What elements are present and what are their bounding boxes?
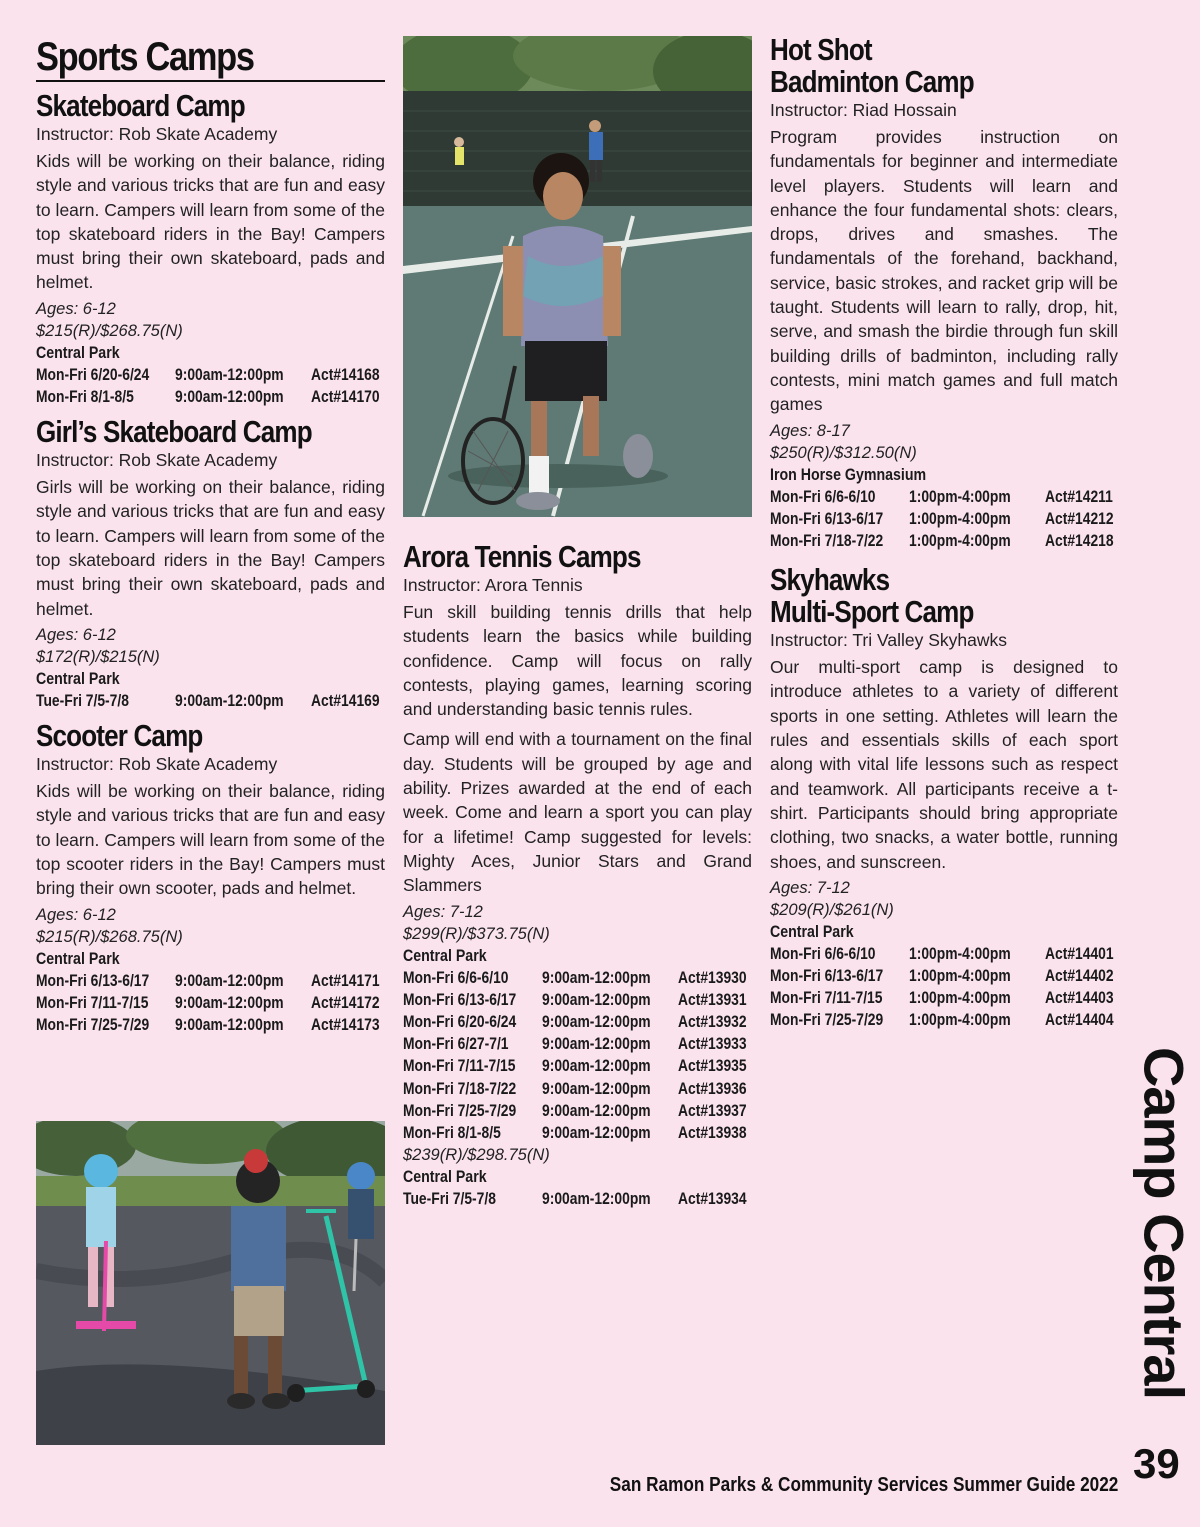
session-time: 9:00am-12:00pm xyxy=(542,1101,651,1120)
ages: Ages: 6-12 xyxy=(36,299,116,318)
schedule xyxy=(770,943,1118,1032)
session-time: 9:00am-12:00pm xyxy=(542,1079,651,1098)
session-dates: Mon-Fri 7/11-7/15 xyxy=(36,993,149,1012)
schedule xyxy=(770,486,1118,553)
schedule xyxy=(36,970,385,1037)
activity-number: Act#14404 xyxy=(1045,1011,1114,1030)
session-row xyxy=(770,943,1118,965)
camp-title: Arora Tennis Camps xyxy=(403,539,641,574)
activity-number: Act#14171 xyxy=(311,971,380,990)
session-dates: Mon-Fri 7/25-7/29 xyxy=(36,1015,150,1034)
activity-number: Act#13935 xyxy=(678,1057,747,1076)
session-row xyxy=(36,992,385,1014)
session-row xyxy=(36,386,385,408)
session-dates: Tue-Fri 7/5-7/8 xyxy=(36,691,129,710)
price: $209(R)/$261(N) xyxy=(770,900,894,919)
girls-skateboard-camp xyxy=(36,416,385,712)
instructor: Instructor: Rob Skate Academy xyxy=(36,754,278,775)
session-row xyxy=(36,970,385,992)
instructor: Instructor: Rob Skate Academy xyxy=(36,124,278,144)
badminton-camp xyxy=(770,34,1118,552)
activity-number: Act#13932 xyxy=(678,1012,747,1031)
activity-number: Act#14218 xyxy=(1045,531,1114,550)
schedule xyxy=(403,1188,752,1210)
location: Central Park xyxy=(403,1168,487,1187)
session-dates: Mon-Fri 6/13-6/17 xyxy=(36,971,150,990)
session-dates: Mon-Fri 7/11-7/15 xyxy=(770,989,883,1008)
description: Camp will end with a tournament on the final day. Students will be grouped by age and ability. Prizes awarded at the end of each week. Come and learn a sport you can play for a lifetime! Camp suggested for levels: Mighty Aces, Junior Stars and Grand Slammers xyxy=(403,729,752,896)
activity-number: Act#13930 xyxy=(678,968,747,987)
instructor: Instructor: Tri Valley Skyhawks xyxy=(770,630,1007,651)
camp-title xyxy=(770,34,1062,98)
side-label-text: Camp Central xyxy=(1132,1046,1196,1400)
session-row xyxy=(403,1188,752,1210)
schedule xyxy=(36,690,385,712)
footer-text: San Ramon Parks & Community Services Summer Guide 2022 xyxy=(609,1474,1118,1496)
session-time: 1:00pm-4:00pm xyxy=(909,989,1011,1008)
side-label xyxy=(1132,1046,1196,1400)
session-dates: Mon-Fri 6/20-6/24 xyxy=(403,1012,517,1031)
session-time: 9:00am-12:00pm xyxy=(542,990,651,1009)
location: Central Park xyxy=(36,949,120,968)
column-left xyxy=(36,34,385,1044)
session-time: 9:00am-12:00pm xyxy=(175,387,284,406)
price: $215(R)/$268.75(N) xyxy=(36,927,183,946)
activity-number: Act#14172 xyxy=(311,993,380,1012)
session-dates: Mon-Fri 6/13-6/17 xyxy=(403,990,517,1009)
location: Central Park xyxy=(403,946,487,965)
session-row xyxy=(770,987,1118,1009)
title-line: Multi-Sport Camp xyxy=(770,594,974,630)
session-dates: Mon-Fri 6/27-7/1 xyxy=(403,1035,509,1054)
schedule xyxy=(36,364,385,408)
location: Central Park xyxy=(770,922,854,941)
session-time: 9:00am-12:00pm xyxy=(542,1190,651,1209)
session-time: 9:00am-12:00pm xyxy=(542,968,651,987)
session-time: 9:00am-12:00pm xyxy=(175,691,284,710)
session-time: 1:00pm-4:00pm xyxy=(909,1011,1011,1030)
activity-number: Act#14173 xyxy=(311,1015,380,1034)
activity-number: Act#14401 xyxy=(1045,944,1114,963)
session-row xyxy=(770,965,1118,987)
session-dates: Mon-Fri 6/13-6/17 xyxy=(770,966,884,985)
session-dates: Mon-Fri 8/1-8/5 xyxy=(36,387,134,406)
session-dates: Mon-Fri 7/18-7/22 xyxy=(403,1079,517,1098)
description: Program provides instruction on fundamentals for beginner and intermediate level players. Students will learn and enhance the four fundamental shots: clears, drops, drives and smashes. The fundamentals of the forehand, backhand, service, basic strokes, and racket grip will be taught. Students will learn to rally, drop, hit, serve, and smash the birdie through fun skill building drills of badminton, including rally contests, mini match games and full match games xyxy=(770,127,1118,415)
session-row xyxy=(403,989,752,1011)
tennis-photo-illustration xyxy=(403,36,752,517)
description: Kids will be working on their balance, riding style and various tricks that are fun and easy to learn. Campers will learn from some of the top scooter riders in the Bay! Campers must bring their own scooter, pads and helmet. xyxy=(36,781,385,899)
session-row xyxy=(36,364,385,386)
title-line: Hot Shot xyxy=(770,32,872,67)
session-time: 9:00am-12:00pm xyxy=(175,971,284,990)
session-time: 9:00am-12:00pm xyxy=(542,1012,651,1031)
price: $215(R)/$268.75(N) xyxy=(36,321,183,340)
session-dates: Mon-Fri 6/13-6/17 xyxy=(770,509,884,528)
activity-number: Act#14169 xyxy=(311,691,380,710)
session-time: 1:00pm-4:00pm xyxy=(909,966,1011,985)
skyhawks-camp xyxy=(770,564,1118,1031)
page-number: 39 xyxy=(1133,1440,1180,1487)
session-dates: Mon-Fri 6/6-6/10 xyxy=(770,944,876,963)
session-time: 1:00pm-4:00pm xyxy=(909,487,1011,506)
price: $250(R)/$312.50(N) xyxy=(770,443,917,462)
camp-title xyxy=(770,564,1062,628)
session-time: 9:00am-12:00pm xyxy=(542,1035,651,1054)
session-time: 9:00am-12:00pm xyxy=(175,365,284,384)
activity-number: Act#13933 xyxy=(678,1035,747,1054)
activity-number: Act#14212 xyxy=(1045,509,1114,528)
session-time: 1:00pm-4:00pm xyxy=(909,509,1011,528)
column-right xyxy=(770,34,1118,1040)
session-time: 9:00am-12:00pm xyxy=(175,993,284,1012)
session-dates: Mon-Fri 7/25-7/29 xyxy=(403,1101,517,1120)
skateboard-camp xyxy=(36,90,385,408)
price: $239(R)/$298.75(N) xyxy=(403,1146,550,1165)
session-row xyxy=(770,486,1118,508)
instructor: Instructor: Arora Tennis xyxy=(403,575,583,595)
activity-number: Act#13934 xyxy=(678,1190,747,1209)
session-row xyxy=(403,1078,752,1100)
session-dates: Mon-Fri 7/18-7/22 xyxy=(770,531,884,550)
activity-number: Act#13938 xyxy=(678,1123,747,1142)
scooter-camp xyxy=(36,720,385,1036)
camp-title: Scooter Camp xyxy=(36,718,203,754)
camp-title: Girl’s Skateboard Camp xyxy=(36,414,312,450)
ages: Ages: 7-12 xyxy=(770,878,850,897)
session-time: 1:00pm-4:00pm xyxy=(909,531,1011,550)
ages: Ages: 7-12 xyxy=(403,902,483,921)
session-row xyxy=(403,1122,752,1144)
session-dates: Mon-Fri 8/1-8/5 xyxy=(403,1123,501,1142)
activity-number: Act#13931 xyxy=(678,990,747,1009)
tennis-camp xyxy=(403,541,752,1210)
scooter-photo-illustration xyxy=(36,1121,385,1445)
session-time: 9:00am-12:00pm xyxy=(542,1057,651,1076)
instructor: Instructor: Riad Hossain xyxy=(770,100,957,120)
description: Girls will be working on their balance, riding style and various tricks that are fun and easy to learn. Campers will learn from some of the top skateboard riders in the Bay! Campers must bring their own skateboard, pads and helmet. xyxy=(36,477,385,619)
session-dates: Mon-Fri 6/20-6/24 xyxy=(36,365,150,384)
schedule xyxy=(403,967,752,1145)
session-row xyxy=(403,967,752,989)
session-dates: Mon-Fri 6/6-6/10 xyxy=(770,487,876,506)
instructor: Instructor: Rob Skate Academy xyxy=(36,450,278,471)
session-row xyxy=(36,690,385,712)
activity-number: Act#13936 xyxy=(678,1079,747,1098)
activity-number: Act#14211 xyxy=(1045,487,1113,506)
session-dates: Tue-Fri 7/5-7/8 xyxy=(403,1190,496,1209)
session-time: 1:00pm-4:00pm xyxy=(909,944,1011,963)
session-row xyxy=(403,1033,752,1055)
scooter-photo xyxy=(36,1121,385,1445)
activity-number: Act#14168 xyxy=(311,365,380,384)
session-row xyxy=(770,1009,1118,1031)
column-middle xyxy=(403,541,752,1218)
session-row xyxy=(770,508,1118,530)
description: Our multi-sport camp is designed to introduce athletes to a variety of different sports in one setting. Athletes will learn the rules and essentials skills of each sport along with vital life lessons such as respect and teamwork. All participants receive a t-shirt. Participants should bring appropriate clothing, two snacks, a water bottle, running shoes, and sunscreen. xyxy=(770,657,1118,872)
description: Fun skill building tennis drills that help students learn the basics while building confidence. Camp will focus on rally contests, playing games, learning scoring and understanding basic tennis rules. xyxy=(403,602,752,720)
description: Kids will be working on their balance, riding style and various tricks that are fun and easy to learn. Campers will learn from some of the top skateboard riders in the Bay! Campers must bring their own skateboard, pads and helmet. xyxy=(36,151,385,293)
price: $299(R)/$373.75(N) xyxy=(403,924,550,943)
tennis-photo xyxy=(403,36,752,517)
session-time: 9:00am-12:00pm xyxy=(542,1123,651,1142)
location: Central Park xyxy=(36,343,120,362)
ages: Ages: 6-12 xyxy=(36,625,116,644)
ages: Ages: 6-12 xyxy=(36,905,116,924)
session-row xyxy=(403,1100,752,1122)
activity-number: Act#14403 xyxy=(1045,989,1114,1008)
activity-number: Act#13937 xyxy=(678,1101,747,1120)
camp-title: Skateboard Camp xyxy=(36,88,245,123)
activity-number: Act#14170 xyxy=(311,387,380,406)
session-row xyxy=(770,530,1118,552)
activity-number: Act#14402 xyxy=(1045,966,1114,985)
ages: Ages: 8-17 xyxy=(770,421,850,440)
session-row xyxy=(36,1014,385,1036)
title-line: Skyhawks xyxy=(770,562,890,598)
session-dates: Mon-Fri 6/6-6/10 xyxy=(403,968,509,987)
session-dates: Mon-Fri 7/25-7/29 xyxy=(770,1011,884,1030)
session-time: 9:00am-12:00pm xyxy=(175,1015,284,1034)
section-rule xyxy=(36,80,385,82)
session-row xyxy=(403,1011,752,1033)
title-line: Badminton Camp xyxy=(770,64,974,99)
location: Central Park xyxy=(36,669,120,688)
session-row xyxy=(403,1055,752,1077)
price: $172(R)/$215(N) xyxy=(36,647,160,666)
section-title: Sports Camps xyxy=(36,35,254,79)
location: Iron Horse Gymnasium xyxy=(770,465,927,484)
session-dates: Mon-Fri 7/11-7/15 xyxy=(403,1057,516,1076)
